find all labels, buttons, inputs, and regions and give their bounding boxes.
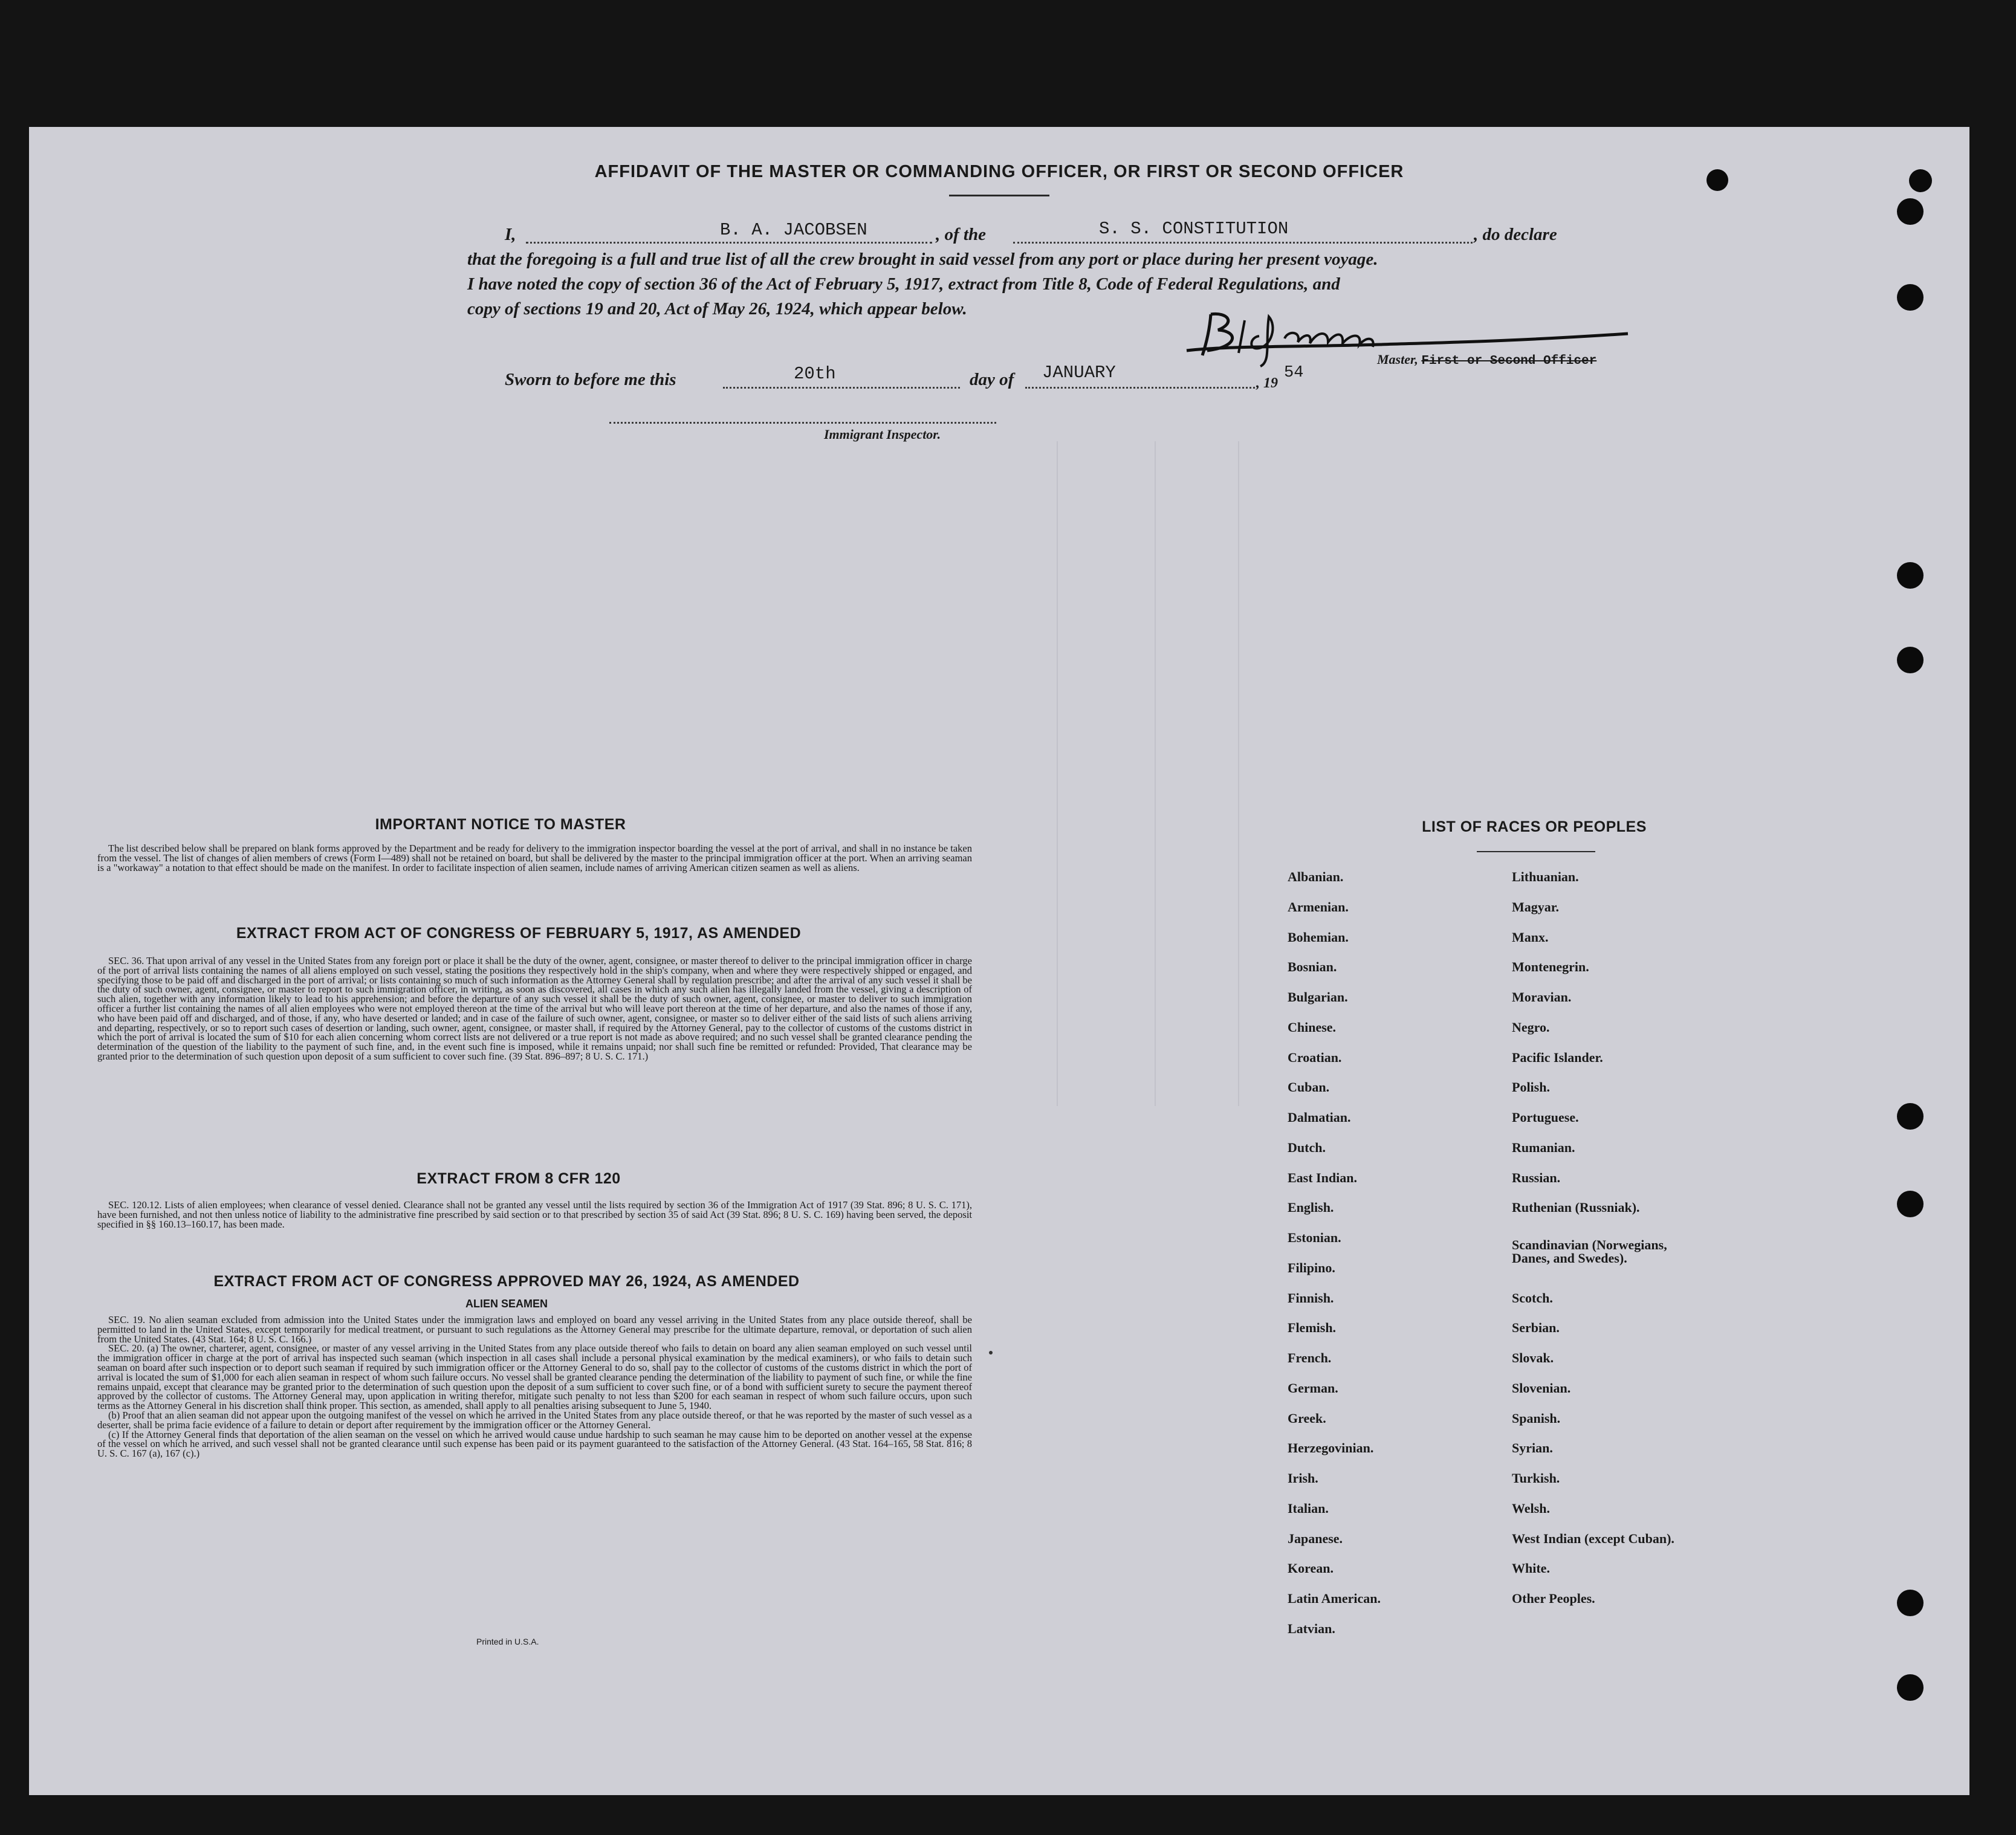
race-item: Dalmatian. (1288, 1110, 1351, 1125)
year-prefix: , 19 (1256, 375, 1278, 391)
race-item: Bohemian. (1288, 930, 1349, 945)
sec-20a-paragraph: SEC. 20. (a) The owner, charterer, agent, consignee, or master of any vessel arriving in the United States from any place outside thereof who fails to detain on board any alien seaman employed on such vessel until the immigration officer in charge at the port of arrival has inspected such seaman (which inspection in all cases shall include a personal physical examination by the medical examiners), or who fails to detain such seaman on board after such inspection or to deport such seaman if required by such immigration officer or the Attorney General to do so, shall pay to the collector of customs of the customs district in which the port of arrival is located the sum of $1,000 for each alien seaman in respect of whom such failure occurs. No vessel shall be granted clearance pending the determination of the liability to payment of such fine, or while the fine remains unpaid, except that clearance may be granted prior to the determination of such question upon the deposit of a sum sufficient to cover such fine, or of a bond with sufficient surety to secure the payment thereof approved by the collector of customs. The Attorney General may, upon application in writing therefor, mitigate such penalty to not less than $200 for each seaman in respect of whom such failure occurs, upon such terms as the Attorney General in his discretion shall think proper. This section, as amended, shall apply to all penalties arising subsequent to June 5, 1940. (97, 1342, 972, 1412)
declaration-line-4: copy of sections 19 and 20, Act of May 26, 1924, which appear below. (467, 299, 967, 319)
do-declare-label: , do declare (1474, 225, 1557, 244)
race-item: Flemish. (1288, 1320, 1337, 1335)
day-dotted-line (723, 387, 960, 389)
notice-title: IMPORTANT NOTICE TO MASTER (375, 816, 626, 833)
inspector-dotted-line (609, 422, 996, 424)
punch-hole-icon (1897, 1191, 1924, 1217)
race-item: Serbian. (1512, 1320, 1560, 1335)
race-item: English. (1288, 1200, 1334, 1215)
declaration-line-2: that the foregoing is a full and true list of all the crew brought in said vessel from any port or place during her present voyage. (467, 250, 1378, 269)
master-label (1377, 352, 1596, 368)
sworn-month: JANUARY (1042, 363, 1116, 383)
title-underline (949, 195, 1049, 196)
master-name: B. A. JACOBSEN (720, 220, 867, 240)
sec-20c-paragraph: (c) If the Attorney General finds that deportation of the alien seaman on the vessel on which he arrived would cause undue hardship to such seaman he may cause him to be deported on another vessel at the expense of the vessel on which he arrived, and such vessel shall not be granted clearance until such expense has been paid or its payment guaranteed to the satisfaction of the Attorney General. (43 Stat. 164–165, 58 Stat. 816; 8 U. S. C. 167 (a), 167 (c).) (97, 1428, 972, 1460)
declaration-line-3: I have noted the copy of section 36 of the Act of February 5, 1917, extract from Title 8, Code of Federal Regulations, and (467, 274, 1340, 294)
sworn-year: 54 (1284, 364, 1304, 382)
name-dotted-line (526, 242, 932, 244)
extract-cfr-title: EXTRACT FROM 8 CFR 120 (416, 1170, 621, 1187)
race-item: Montenegrin. (1512, 959, 1589, 974)
sec-19-paragraph: SEC. 19. No alien seaman excluded from admission into the United States under the immigration laws and employed on board any vessel arriving in the United States from any place outside thereof, shall be permitted to land in the United States, except temporarily for medical treatment, or pursuant to such regulations as the Attorney General may prescribe for the ultimate departure, removal, or deportation of such alien from the United States. (43 Stat. 164; 8 U. S. C. 166.) (97, 1314, 972, 1345)
sworn-day: 20th (794, 364, 836, 384)
race-item: Other Peoples. (1512, 1591, 1595, 1606)
race-item: Latin American. (1288, 1591, 1381, 1606)
of-the-label: , of the (936, 225, 986, 244)
races-left-column (1288, 870, 1469, 1656)
punch-hole-icon (1897, 647, 1924, 673)
race-item: Scotch. (1512, 1290, 1553, 1306)
master-word: Master, (1377, 352, 1418, 367)
race-item: German. (1288, 1380, 1338, 1396)
race-item: Lithuanian. (1512, 869, 1579, 884)
race-item: Bosnian. (1288, 959, 1337, 974)
extract-1924-text (97, 1315, 972, 1458)
races-right-column (1512, 870, 1754, 1656)
race-item: Herzegovinian. (1288, 1440, 1374, 1455)
race-item: White. (1512, 1561, 1550, 1576)
race-item: Finnish. (1288, 1290, 1334, 1306)
extract-1917-title: EXTRACT FROM ACT OF CONGRESS OF FEBRUARY 5, 1917, AS AMENDED (236, 925, 802, 942)
punch-hole-icon (1897, 198, 1924, 225)
month-dotted-line (1025, 387, 1255, 389)
race-item: Italian. (1288, 1501, 1329, 1516)
extract-1924-title: EXTRACT FROM ACT OF CONGRESS APPROVED MAY 26, 1924, AS AMENDED (213, 1273, 800, 1290)
punch-hole-icon (1897, 1674, 1924, 1701)
punch-hole-icon (1897, 1103, 1924, 1130)
race-item: Croatian. (1288, 1050, 1342, 1065)
race-item: Spanish. (1512, 1411, 1561, 1426)
race-item: Magyar. (1512, 899, 1560, 914)
race-item: Japanese. (1288, 1531, 1343, 1546)
race-item: Negro. (1512, 1020, 1550, 1035)
printed-in-usa: Printed in U.S.A. (476, 1637, 539, 1646)
vessel-name: S. S. CONSTITUTION (1099, 219, 1289, 239)
race-item: Bulgarian. (1288, 989, 1348, 1005)
affidavit-title: AFFIDAVIT OF THE MASTER OR COMMANDING OFFICER, OR FIRST OR SECOND OFFICER (594, 162, 1404, 181)
race-item: Chinese. (1288, 1020, 1337, 1035)
punch-hole-icon (1897, 1590, 1924, 1616)
race-item: Russian. (1512, 1170, 1561, 1185)
sec-20b-paragraph: (b) Proof that an alien seaman did not appear upon the outgoing manifest of the vessel on which he arrived in the United States from any place outside thereof, or that he was reported by the master of such vessel as a deserter, shall be prima facie evidence of a failure to detain or deport after requirement by the immigration officer or the Attorney General. (97, 1409, 972, 1431)
race-item: Turkish. (1512, 1471, 1560, 1486)
races-underline (1477, 851, 1595, 852)
races-title: LIST OF RACES OR PEOPLES (1422, 818, 1647, 835)
vessel-dotted-line (1013, 242, 1473, 244)
race-item: Estonian. (1288, 1230, 1341, 1245)
i-label: I, (505, 225, 516, 244)
inspector-label: Immigrant Inspector. (824, 427, 941, 442)
race-item: Portuguese. (1512, 1110, 1579, 1125)
race-item: East Indian. (1288, 1170, 1357, 1185)
race-item: Ruthenian (Russniak). (1512, 1200, 1640, 1215)
race-item: Armenian. (1288, 899, 1349, 914)
punch-hole-icon (1897, 284, 1924, 311)
column-guide (1057, 441, 1058, 1106)
race-item: Pacific Islander. (1512, 1050, 1603, 1065)
extract-1917-paragraph: SEC. 36. That upon arrival of any vessel in the United States from any foreign port or place it shall be the duty of the owner, agent, consignee, or master thereof to deliver to the principal immigration officer in charge of the port of arrival lists containing the names of all aliens employed on such vessel, stating the positions they respectively hold in the ship's company, when and where they were respectively shipped or engaged, and specifying those to be paid off and discharged in the port of arrival; or lists containing so much of such information as the Attorney General shall by regulation prescribe; and after the arrival of any such vessel it shall be the duty of such owner, agent, consignee, or master to report to such immigration officer, in writing, as soon as discovered, all cases in which any such alien has illegally landed from the vessel, giving a description of such alien, together with any information likely to lead to his apprehension; and before the departure of any such vessel it shall be the duty of such owner, agent, consignee, or master to deliver to such immigration officer a further list containing the names of all alien employees who were not employed thereon at the time of the arrival but who will leave port thereon at the time of her departure, and also the names of those if any, who have been paid off and discharged, and of those, if any, who have deserted or landed; and in case of the failure of such owner, agent, consignee, or master so to deliver either of the said lists of such aliens arriving and departing, respectively, or so to report such cases of desertion or landing, such owner, agent, consignee, or master shall, if required by the Attorney General, pay to the collector of customs of the customs district in which the port of arrival is located the sum of $10 for each alien concerning whom correct lists are not delivered or a true report is not made as above required; and no such vessel shall be granted clearance pending the determination of the question of the liability to the payment of such fine, and, in the event such fine is imposed, while it remains unpaid; nor shall such fine be remitted or refunded: Provided, That clearance may be granted prior to the determination of such question upon deposit of a sum sufficient to cover such fine. (39 Stat. 896–897; 8 U. S. C. 171.) (97, 955, 972, 1062)
notice-paragraph: The list described below shall be prepared on blank forms approved by the Department and be ready for delivery to the immigration inspector boarding the vessel at the port of arrival, and shall in no instance be taken from the vessel. The list of changes of alien members of crews (Form I—489) shall not be retained on board, but shall be delivered by the master to the principal immigration officer at the port. When an arriving seaman is a "workaway" a notation to that effect should be made on the manifest. In order to facilitate inspection of alien seamen, include names of arriving American citizen seamen as well as aliens. (97, 843, 972, 873)
race-item: Manx. (1512, 930, 1549, 945)
race-item: Latvian. (1288, 1621, 1335, 1636)
pin-mark-icon (989, 1351, 993, 1354)
extract-cfr-paragraph: SEC. 120.12. Lists of alien employees; when clearance of vessel denied. Clearance shall not be granted any vessel until the lists required by section 36 of the Immigration Act of 1917 (39 Stat. 896; 8 U. S. C. 171), have been furnished, and not then unless notice of liability to the administrative fine prescribed by said section or to that prescribed by section 35 of said Act (39 Stat. 896; 8 U. S. C. 169) having been served, the deposit specified in §§ 160.13–160.17, has been made. (97, 1199, 972, 1230)
race-item: West Indian (except Cuban). (1512, 1531, 1674, 1546)
race-item: Dutch. (1288, 1140, 1326, 1155)
race-item: Greek. (1288, 1411, 1326, 1426)
form-sheet (29, 127, 1969, 1795)
race-item: Scandinavian (Norwegians, Danes, and Swedes). (1512, 1237, 1667, 1266)
race-item: Moravian. (1512, 989, 1572, 1005)
race-item: Polish. (1512, 1079, 1550, 1095)
column-guide (1155, 441, 1156, 1106)
column-guide (1238, 441, 1239, 1106)
race-item: Albanian. (1288, 869, 1344, 884)
notice-text (97, 844, 972, 872)
race-item: Syrian. (1512, 1440, 1553, 1455)
master-struck-text: First or Second Officer (1421, 354, 1597, 368)
race-item: Rumanian. (1512, 1140, 1575, 1155)
sworn-label: Sworn to before me this (505, 370, 676, 389)
punch-hole-icon (1897, 562, 1924, 589)
extract-1917-text (97, 956, 972, 1061)
race-item: French. (1288, 1350, 1332, 1365)
race-item: Irish. (1288, 1471, 1318, 1486)
race-item: Slovak. (1512, 1350, 1554, 1365)
race-item: Slovenian. (1512, 1380, 1571, 1396)
day-of-label: day of (970, 370, 1014, 389)
race-item: Cuban. (1288, 1079, 1330, 1095)
extract-cfr-text (97, 1200, 972, 1229)
alien-seamen-subtitle: ALIEN SEAMEN (465, 1298, 548, 1310)
race-item: Korean. (1288, 1561, 1334, 1576)
race-item: Filipino. (1288, 1260, 1335, 1275)
race-item: Welsh. (1512, 1501, 1550, 1516)
